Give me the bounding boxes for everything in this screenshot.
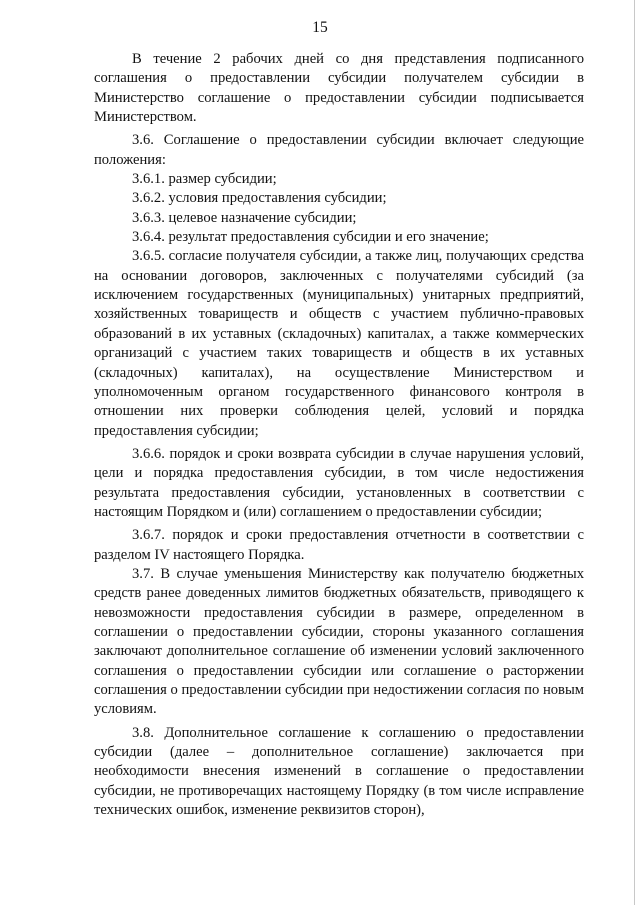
paragraph-3-8: 3.8. Дополнительное соглашение к соглашению о предоставлении субсидии (далее – дополнительное соглашение) заключается при необходимости внесения изменений в соглашение о предоставлении субсидии, не противоречащих настоящему Порядку (в том числе исправление технических ошибок, изменение реквизитов сторон),: [94, 724, 584, 819]
scan-edge-line: [634, 0, 635, 905]
paragraph-3-6-4: 3.6.4. результат предоставления субсидии и его значение;: [132, 229, 489, 246]
paragraph-3-6-6: 3.6.6. порядок и сроки возврата субсидии в случае нарушения условий, цели и порядка предоставления субсидии, в том числе недостижения результата предоставления субсидии, установленных в соответствии с настоящим Порядком и (или) соглашением о предоставлении субсидии;: [94, 445, 584, 520]
paragraph-3-6-2: 3.6.2. условия предоставления субсидии;: [132, 190, 387, 207]
paragraph-3-6: 3.6. Соглашение о предоставлении субсидии включает следующие положения:: [94, 132, 584, 168]
page-number: 15: [312, 19, 328, 36]
paragraph-3-6-3: 3.6.3. целевое назначение субсидии;: [132, 209, 357, 226]
document-body: [94, 50, 584, 820]
paragraph-signing-term: В течение 2 рабочих дней со дня представления подписанного соглашения о предоставлении субсидии получателем субсидии в Министерство соглашение о предоставлении субсидии подписывается Министерством.: [94, 51, 584, 126]
paragraph-3-6-7: 3.6.7. порядок и сроки предоставления отчетности в соответствии с разделом IV настоящего Порядка.: [94, 527, 584, 563]
paragraph-3-6-5: 3.6.5. согласие получателя субсидии, а также лиц, получающих средства на основании договоров, заключенных с получателями субсидий (за исключением государственных (муниципальных) унитарных предприятий, хозяйственных товариществ и обществ с участием публично-правовых образований в их уставных (складочных) капиталах, а также коммерческих организаций с участием таких товариществ и обществ в их уставных (складочных) капиталах), на осуществление Министерством и уполномоченным органом государственного финансового контроля в отношении них проверки соблюдения целей, условий и порядка предоставления субсидии;: [94, 248, 584, 439]
paragraph-3-7: 3.7. В случае уменьшения Министерству как получателю бюджетных средств ранее доведенных лимитов бюджетных обязательств, приводящего к невозможности предоставления субсидии в размере, определенном в соглашении о предоставлении субсидии, стороны указанного соглашения заключают дополнительное соглашение об изменении условий заключенного соглашения о предоставлении субсидии или соглашение о расторжении соглашения о предоставлении субсидии при недостижении согласия по новым условиям.: [94, 565, 584, 718]
paragraph-3-6-1: 3.6.1. размер субсидии;: [132, 171, 277, 188]
